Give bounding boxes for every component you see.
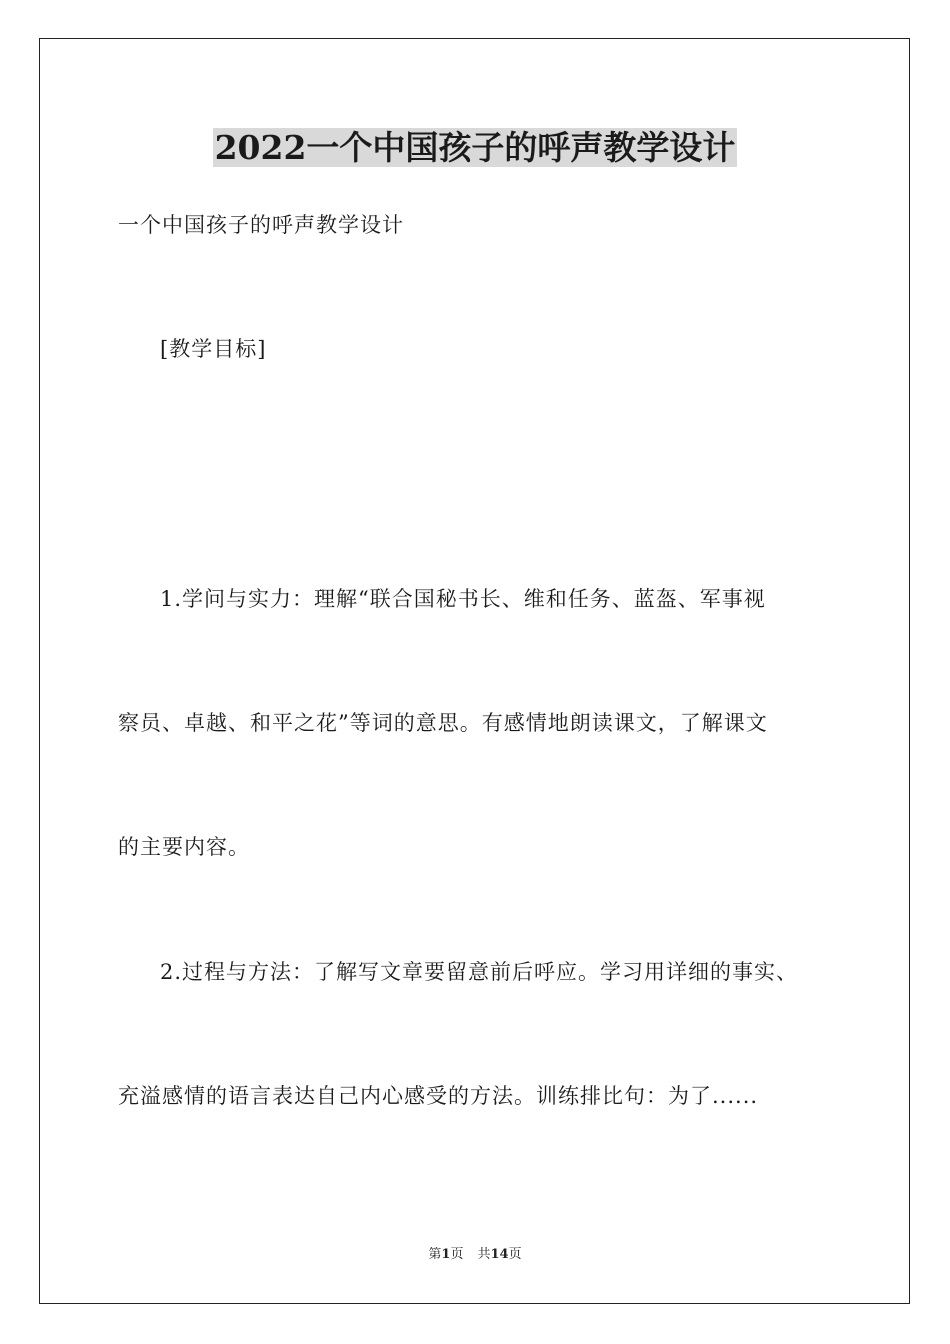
footer-total-prefix: 共 (477, 1247, 491, 1262)
subtitle-line: 一个中国孩子的呼声教学设计 (118, 213, 404, 237)
paragraph-line: 2.过程与方法：了解写文章要留意前后呼应。学习用详细的事实、 (160, 960, 799, 984)
paragraph-line: 充溢感情的语言表达自己内心感受的方法。训练排比句：为了...... (118, 1084, 759, 1108)
section-heading-objectives: [教学目标] (160, 337, 267, 361)
paragraph-line: 察员、卓越、和平之花”等词的意思。有感情地朗读课文，了解课文 (118, 711, 768, 735)
footer-page-suffix: 页 (450, 1247, 464, 1262)
footer-page-number: 1 (441, 1247, 451, 1262)
document-title-text: 2022一个中国孩子的呼声教学设计 (214, 128, 736, 167)
document-title (0, 126, 950, 170)
footer-total-suffix: 页 (508, 1247, 522, 1262)
page-footer (0, 1246, 950, 1264)
footer-page-prefix: 第 (428, 1247, 442, 1262)
paragraph-line: 的主要内容。 (118, 835, 250, 859)
footer-total-pages: 14 (490, 1247, 509, 1262)
paragraph-line: 1.学问与实力：理解“联合国秘书长、维和任务、蓝盔、军事视 (160, 587, 766, 611)
